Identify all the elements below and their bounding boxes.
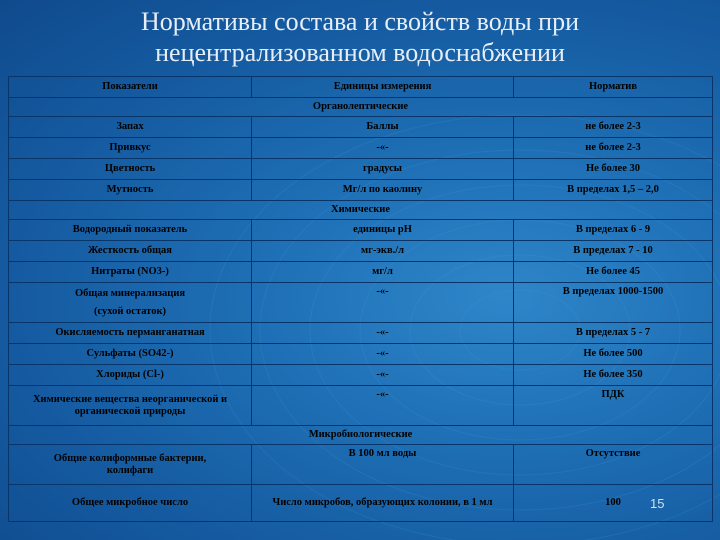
norm-cell: В пределах 7 - 10	[514, 241, 713, 262]
units-cell: -«-	[252, 283, 514, 323]
norm-cell: не более 2-3	[514, 138, 713, 159]
table-row	[9, 262, 713, 283]
indicator-cell	[9, 283, 252, 323]
table-row	[9, 485, 713, 522]
title-line-1: Нормативы состава и свойств воды при	[141, 7, 579, 36]
water-norms-table	[8, 76, 713, 522]
table-row	[9, 159, 713, 180]
units-cell: Баллы	[252, 117, 514, 138]
units-cell: Число микробов, образующих колонии, в 1 мл	[252, 485, 514, 522]
table-row	[9, 241, 713, 262]
units-cell: мг-экв./л	[252, 241, 514, 262]
norm-cell: ПДК	[514, 386, 713, 426]
section-row-organoleptic	[9, 98, 713, 117]
header-indicator: Показатели	[9, 77, 252, 98]
norm-cell: В пределах 5 - 7	[514, 323, 713, 344]
indicator-line-2: колифаги	[106, 464, 154, 476]
table-row	[9, 138, 713, 159]
indicator-cell: Жесткость общая	[9, 241, 252, 262]
units-cell: единицы рН	[252, 220, 514, 241]
units-cell: Мг/л по каолину	[252, 180, 514, 201]
indicator-line-1: Химические вещества неорганической и	[32, 393, 228, 405]
title-line-2: нецентрализованном водоснабжении	[155, 38, 565, 67]
section-row-microbiological	[9, 426, 713, 445]
units-cell: -«-	[252, 323, 514, 344]
table-row	[9, 445, 713, 485]
header-row	[9, 77, 713, 98]
units-cell: -«-	[252, 386, 514, 426]
norm-cell: Не более 30	[514, 159, 713, 180]
indicator-cell	[9, 445, 252, 485]
indicator-cell: Цветность	[9, 159, 252, 180]
page-title	[40, 6, 680, 68]
norm-cell: В пределах 1000-1500	[514, 283, 713, 323]
page-number: 15	[650, 496, 665, 511]
units-cell: градусы	[252, 159, 514, 180]
units-cell: В 100 мл воды	[252, 445, 514, 485]
norm-cell: В пределах 1,5 – 2,0	[514, 180, 713, 201]
section-organoleptic: Органолептические	[9, 98, 713, 117]
indicator-cell: Хлориды (Cl-)	[9, 365, 252, 386]
indicator-cell: Мутность	[9, 180, 252, 201]
indicator-line-2: органической природы	[74, 405, 186, 417]
indicator-cell: Сульфаты (SO42-)	[9, 344, 252, 365]
indicator-cell: Общее микробное число	[9, 485, 252, 522]
indicator-cell: Привкус	[9, 138, 252, 159]
table-row	[9, 180, 713, 201]
indicator-cell: Водородный показатель	[9, 220, 252, 241]
section-chemical: Химические	[9, 201, 713, 220]
indicator-cell	[9, 386, 252, 426]
table-row	[9, 220, 713, 241]
header-norm: Норматив	[514, 77, 713, 98]
indicator-line-1: Общие колиформные бактерии,	[53, 452, 207, 464]
indicator-cell: Нитраты (NO3-)	[9, 262, 252, 283]
section-row-chemical	[9, 201, 713, 220]
norm-cell: 100	[514, 485, 713, 522]
indicator-cell: Окисляемость перманганатная	[9, 323, 252, 344]
table-row	[9, 323, 713, 344]
norm-cell: В пределах 6 - 9	[514, 220, 713, 241]
units-cell: -«-	[252, 365, 514, 386]
units-cell: -«-	[252, 344, 514, 365]
header-units: Единицы измерения	[252, 77, 514, 98]
table-row	[9, 344, 713, 365]
norm-cell: Не более 45	[514, 262, 713, 283]
indicator-line-1: Общая минерализация	[74, 287, 186, 299]
units-cell: -«-	[252, 138, 514, 159]
table-row	[9, 365, 713, 386]
table-row	[9, 283, 713, 323]
indicator-line-2: (сухой остаток)	[93, 305, 167, 317]
norm-cell: Не более 350	[514, 365, 713, 386]
table-row	[9, 386, 713, 426]
norm-cell: не более 2-3	[514, 117, 713, 138]
table-row	[9, 117, 713, 138]
section-microbiological: Микробиологические	[9, 426, 713, 445]
units-cell: мг/л	[252, 262, 514, 283]
norm-cell: Отсутствие	[514, 445, 713, 485]
indicator-cell: Запах	[9, 117, 252, 138]
norm-cell: Не более 500	[514, 344, 713, 365]
